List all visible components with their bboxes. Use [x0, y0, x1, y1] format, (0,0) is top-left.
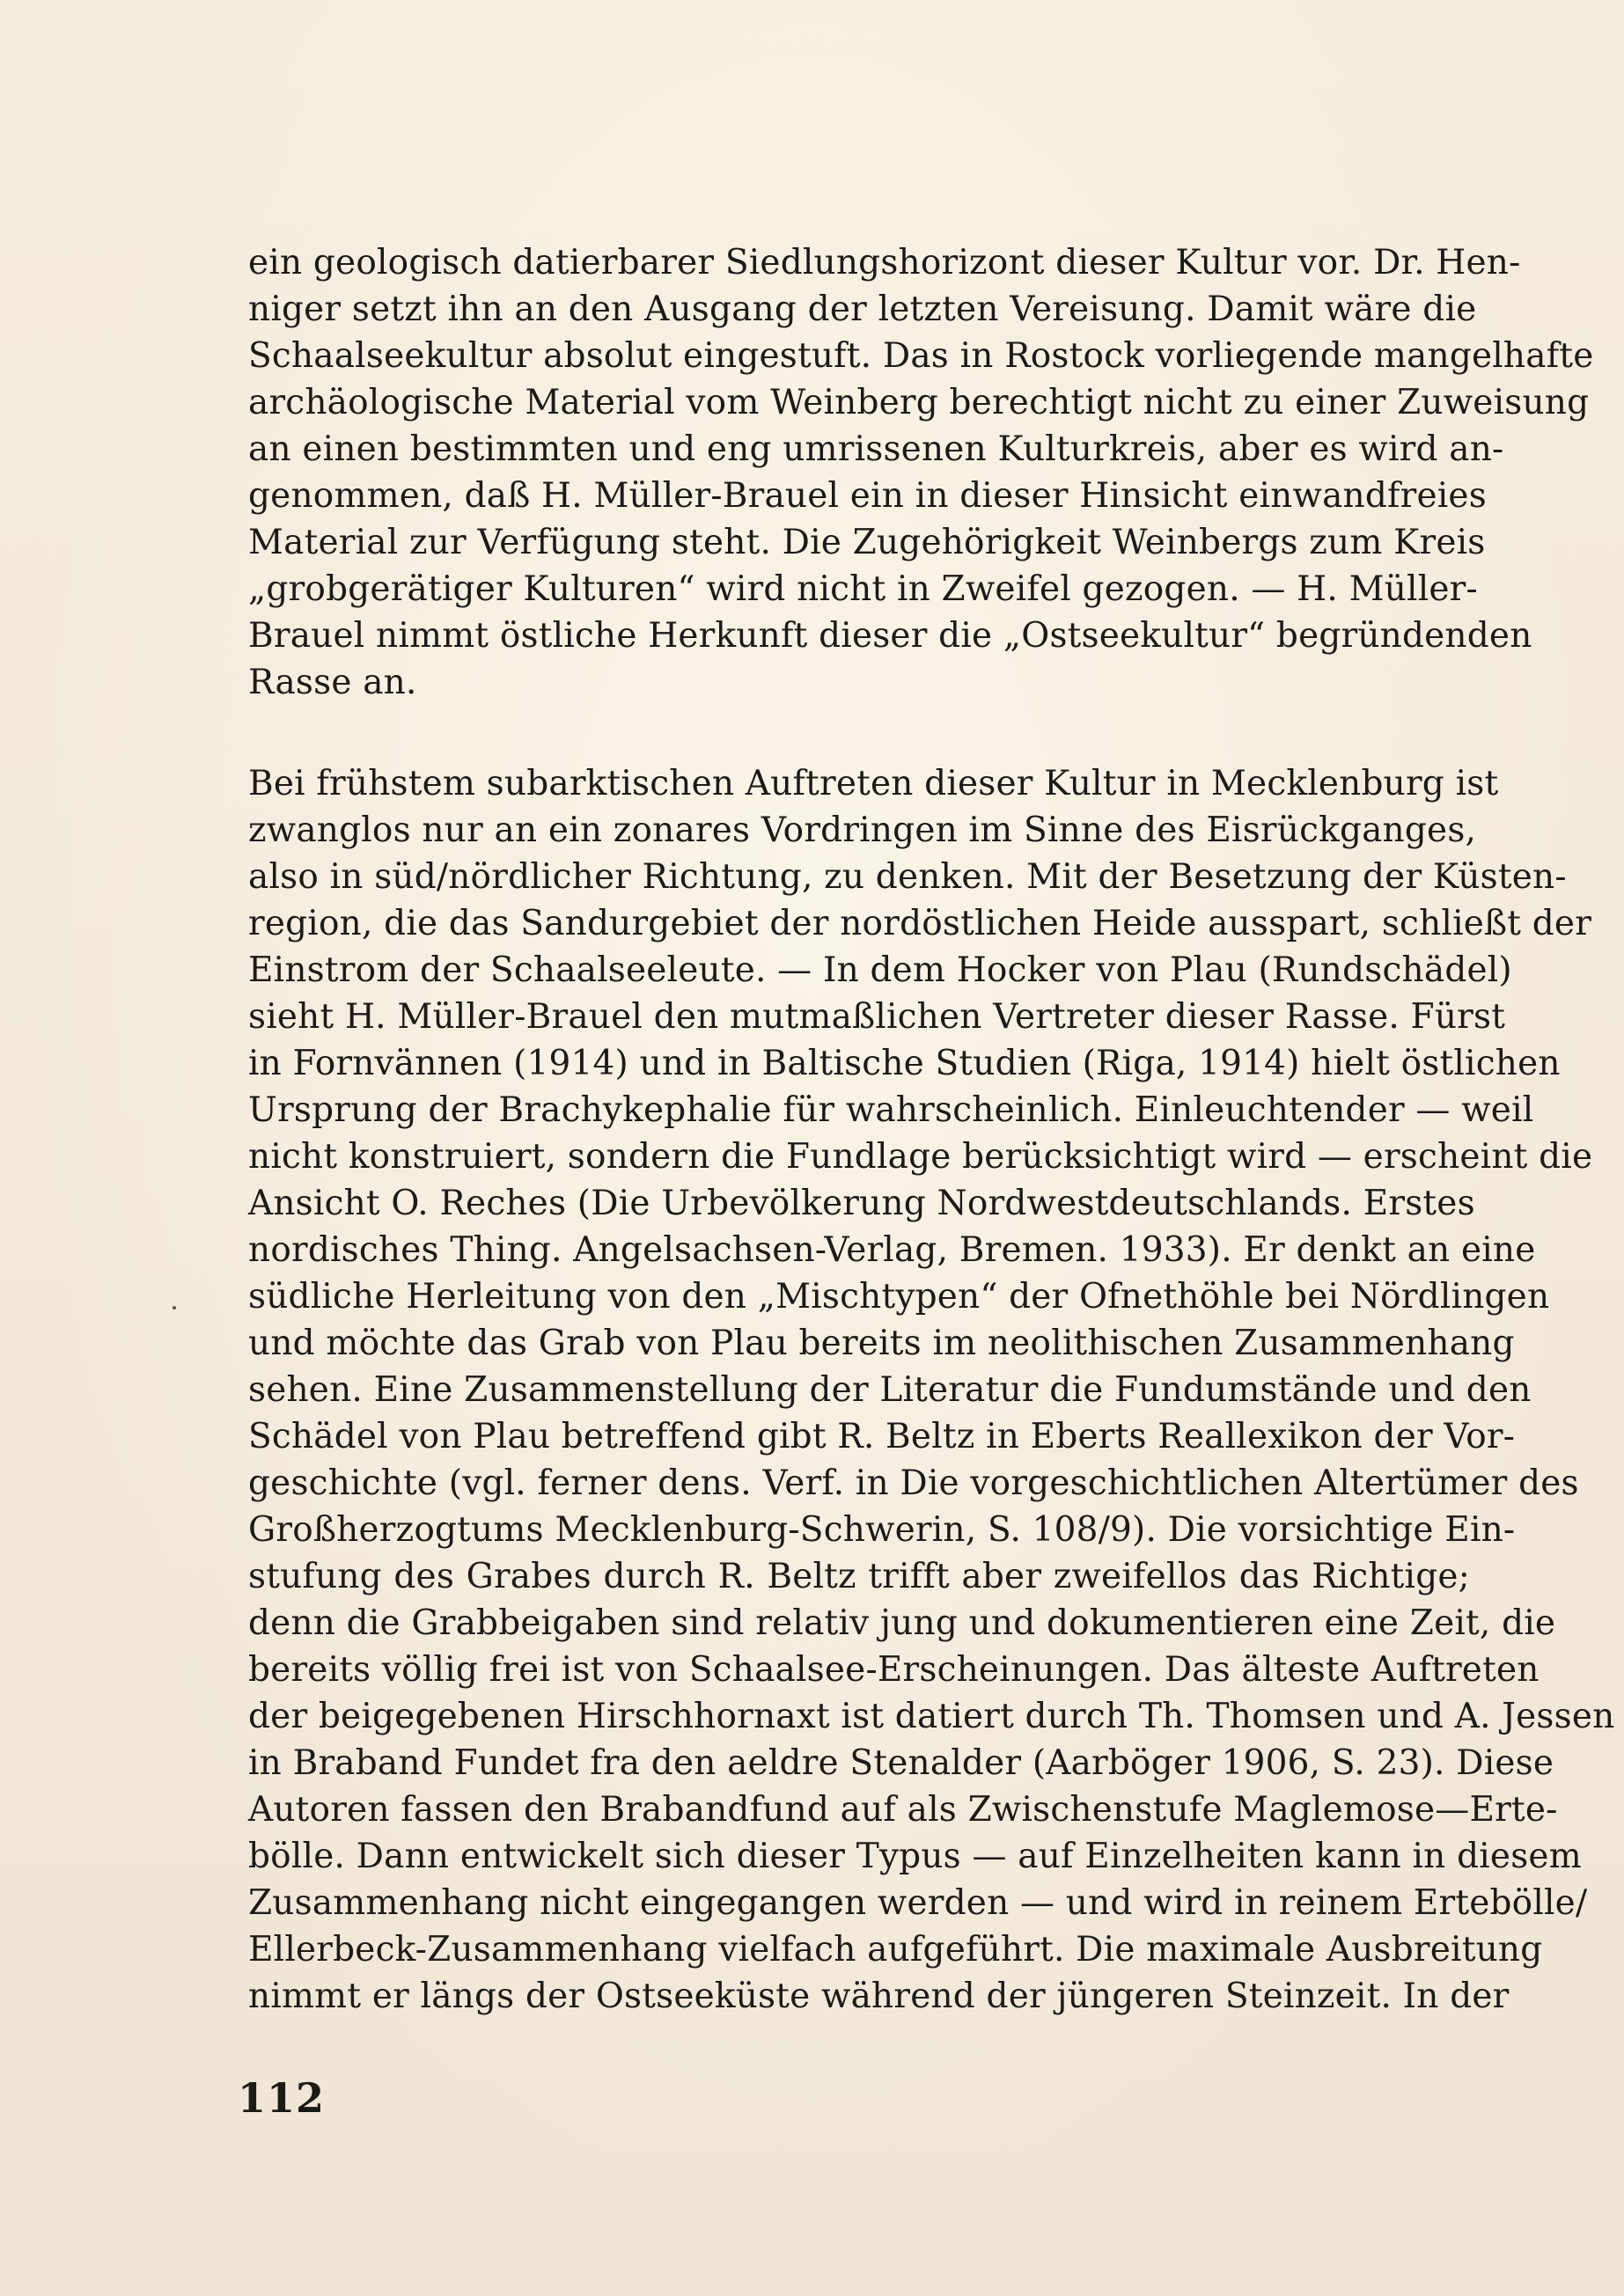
text-line: Zusammenhang nicht eingegangen werden — und wird in reinem Ertebölle/: [248, 1883, 1588, 1923]
text-line: archäologische Material vom Weinberg berechtigt nicht zu einer Zuweisung: [248, 383, 1590, 422]
text-line: Schaalseekultur absolut eingestuft. Das in Rostock vorliegende mangelhafte: [248, 336, 1594, 376]
text-line: Bei frühstem subarktischen Auftreten dieser Kultur in Mecklenburg ist: [248, 764, 1499, 803]
text-line: ein geologisch datierbarer Siedlungshorizont dieser Kultur vor. Dr. Hen-: [248, 243, 1521, 282]
text-line: denn die Grabbeigaben sind relativ jung und dokumentieren eine Zeit, die: [248, 1603, 1556, 1643]
text-line: region, die das Sandurgebiet der nordöstlichen Heide ausspart, schließt der: [248, 904, 1592, 943]
text-line: Ursprung der Brachykephalie für wahrscheinlich. Einleuchtender — weil: [248, 1090, 1534, 1130]
text-line: also in süd/nördlicher Richtung, zu denken. Mit der Besetzung der Küsten-: [248, 857, 1567, 897]
text-line: nimmt er längs der Ostseeküste während der jüngeren Steinzeit. In der: [248, 1977, 1510, 2016]
text-line: der beigegebenen Hirschhornaxt ist datiert durch Th. Thomsen und A. Jessen: [248, 1697, 1615, 1736]
text-line: in Fornvännen (1914) und in Baltische Studien (Riga, 1914) hielt östlichen: [248, 1044, 1561, 1083]
text-line: geschichte (vgl. ferner dens. Verf. in Die vorgeschichtlichen Altertümer des: [248, 1463, 1579, 1503]
text-line: Material zur Verfügung steht. Die Zugehörigkeit Weinbergs zum Kreis: [248, 523, 1486, 562]
text-line: Rasse an.: [248, 663, 417, 702]
text-line: bölle. Dann entwickelt sich dieser Typus — auf Einzelheiten kann in diesem: [248, 1837, 1582, 1876]
text-line: nicht konstruiert, sondern die Fundlage berücksichtigt wird — erscheint die: [248, 1137, 1593, 1177]
text-line: Ansicht O. Reches (Die Urbevölkerung Nordwestdeutschlands. Erstes: [248, 1184, 1475, 1223]
text-line: Einstrom der Schaalseeleute. — In dem Hocker von Plau (Rundschädel): [248, 950, 1512, 990]
text-line: in Braband Fundet fra den aeldre Stenalder (Aarböger 1906, S. 23). Diese: [248, 1743, 1554, 1783]
page-number: 112: [238, 2074, 326, 2122]
text-line: Großherzogtums Mecklenburg-Schwerin, S. 108/9). Die vorsichtige Ein-: [248, 1510, 1516, 1550]
text-line: bereits völlig frei ist von Schaalsee-Erscheinungen. Das älteste Auftreten: [248, 1650, 1539, 1690]
text-line: an einen bestimmten und eng umrissenen Kulturkreis, aber es wird an-: [248, 429, 1504, 469]
text-line: Ellerbeck-Zusammenhang vielfach aufgeführt. Die maximale Ausbreitung: [248, 1930, 1543, 1970]
text-line: nordisches Thing. Angelsachsen-Verlag, Bremen. 1933). Er denkt an eine: [248, 1230, 1536, 1270]
text-line: sehen. Eine Zusammenstellung der Literatur die Fundumstände und den: [248, 1370, 1532, 1410]
text-line: südliche Herleitung von den „Mischtypen“ der Ofnethöhle bei Nördlingen: [248, 1277, 1550, 1317]
paragraph-2: [248, 760, 1615, 2020]
text-line: Brauel nimmt östliche Herkunft dieser die „Ostseekultur“ begründenden: [248, 616, 1532, 656]
text-line: und möchte das Grab von Plau bereits im neolithischen Zusammenhang: [248, 1324, 1515, 1363]
text-line: Autoren fassen den Brabandfund auf als Zwischenstufe Maglemose—Erte-: [248, 1790, 1558, 1830]
text-line: Schädel von Plau betreffend gibt R. Beltz in Eberts Reallexikon der Vor-: [248, 1417, 1516, 1456]
text-line: „grobgerätiger Kulturen“ wird nicht in Zweifel gezogen. — H. Müller-: [248, 569, 1478, 609]
paper-speck: [173, 1306, 176, 1309]
paragraph-1: [248, 239, 1594, 706]
text-line: sieht H. Müller-Brauel den mutmaßlichen Vertreter dieser Rasse. Fürst: [248, 997, 1506, 1037]
text-line: genommen, daß H. Müller-Brauel ein in dieser Hinsicht einwandfreies: [248, 476, 1487, 516]
text-line: zwanglos nur an ein zonares Vordringen im Sinne des Eisrückganges,: [248, 811, 1477, 850]
text-line: stufung des Grabes durch R. Beltz trifft aber zweifellos das Richtige;: [248, 1557, 1470, 1596]
text-line: niger setzt ihn an den Ausgang der letzten Vereisung. Damit wäre die: [248, 290, 1477, 329]
